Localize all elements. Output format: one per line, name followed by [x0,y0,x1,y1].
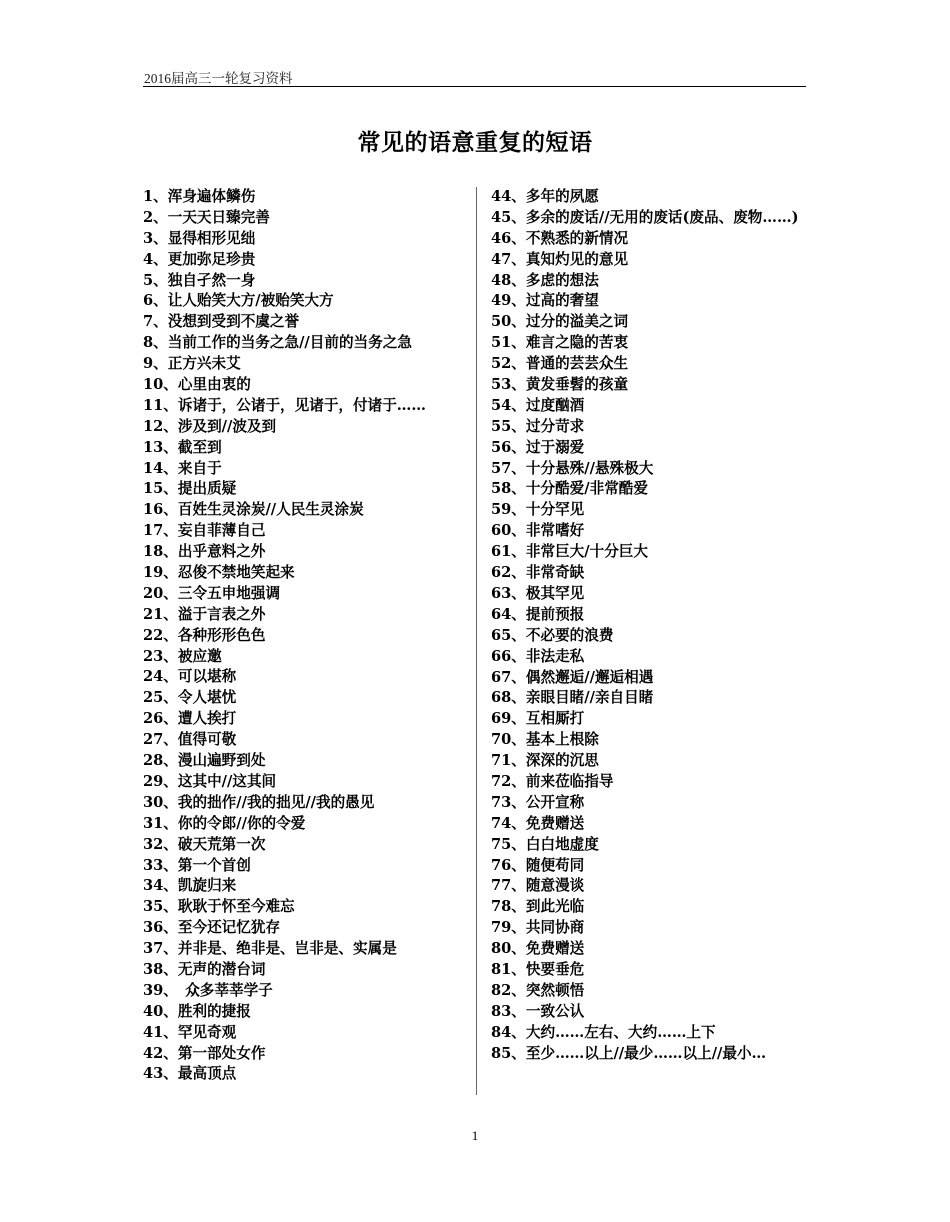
list-item: 48、多虑的想法 [491,271,599,289]
list-item: 79、共同协商 [491,919,585,937]
list-item: 54、过度酗酒 [491,396,585,414]
list-item: 47、真知灼见的意见 [491,250,629,268]
list-item: 24、可以堪称 [143,668,237,686]
list-item: 80、免费赠送 [491,940,585,958]
list-item: 85、至少……以上//最少……以上//最小… [491,1044,767,1062]
header-text: 2016届高三一轮复习资料 [144,71,293,86]
list-item: 69、互相厮打 [491,710,585,728]
list-item: 13、截至到 [143,438,222,456]
list-item: 34、凯旋归来 [143,877,237,895]
list-item: 3、显得相形见绌 [143,229,256,247]
list-item: 4、更加弥足珍贵 [143,250,256,268]
list-item: 23、被应邀 [143,647,222,665]
list-item: 73、公开宣称 [491,793,585,811]
list-item: 66、非法走私 [491,647,585,665]
list-item: 70、基本上根除 [491,731,599,749]
list-item: 84、大约……左右、大约……上下 [491,1023,716,1041]
list-item: 19、忍俊不禁地笑起来 [143,564,295,582]
list-item: 22、各种形形色色 [143,626,266,644]
list-item: 71、深深的沉思 [491,752,599,770]
list-item: 33、第一个首创 [143,856,251,874]
list-item: 25、令人堪忧 [143,689,237,707]
list-item: 10、心里由衷的 [143,376,251,394]
list-item: 26、遭人挨打 [143,710,237,728]
list-item: 8、当前工作的当务之急//目前的当务之急 [143,334,412,352]
list-item: 58、十分酷爱/非常酷爱 [491,480,648,498]
list-item: 83、一致公认 [491,1002,585,1020]
list-item: 5、独自孑然一身 [143,271,256,289]
list-item: 43、最高顶点 [143,1065,237,1083]
page-header [143,66,806,87]
list-item: 41、罕见奇观 [143,1023,237,1041]
list-item: 21、溢于言表之外 [143,605,266,623]
list-item: 31、你的令郎//你的令爱 [143,814,306,832]
list-item: 75、白白地虚度 [491,835,599,853]
list-item: 6、让人贻笑大方/被贻笑大方 [143,292,334,310]
list-item: 49、过高的奢望 [491,292,599,310]
list-item: 45、多余的废话//无用的废话(废品、废物……) [491,208,799,226]
list-item: 32、破天荒第一次 [143,835,266,853]
list-item: 52、普通的芸芸众生 [491,355,629,373]
list-item: 14、来自于 [143,459,222,477]
list-item: 42、第一部处女作 [143,1044,266,1062]
list-item: 62、非常奇缺 [491,564,585,582]
list-item: 9、正方兴未艾 [143,355,241,373]
list-item: 55、过分苛求 [491,417,585,435]
list-item: 67、偶然邂逅//邂逅相遇 [491,668,654,686]
list-item: 81、快要垂危 [491,960,585,978]
list-item: 68、亲眼目睹//亲自目睹 [491,689,654,707]
page-number: 1 [471,1128,479,1143]
list-item: 82、突然顿悟 [491,981,585,999]
list-item: 1、浑身遍体鳞伤 [143,188,256,205]
list-item: 57、十分悬殊//悬殊极大 [491,459,654,477]
list-item: 15、提出质疑 [143,480,237,498]
list-item: 51、难言之隐的苦衷 [491,334,629,352]
list-item: 40、胜利的捷报 [143,1002,251,1020]
list-item: 11、诉诸于，公诸于，见诸于，付诸于…… [143,396,426,414]
list-item: 28、漫山遍野到处 [143,752,266,770]
list-item: 76、随便苟同 [491,856,585,874]
list-item: 50、过分的溢美之词 [491,313,629,331]
list-item: 12、涉及到//波及到 [143,417,277,435]
list-item: 7、没想到受到不虞之誉 [143,313,300,331]
list-item: 29、这其中//这其间 [143,772,277,790]
list-item: 56、过于溺爱 [491,438,585,456]
list-item: 65、不必要的浪费 [491,626,614,644]
list-item: 39、 众多莘莘学子 [143,981,273,999]
list-item: 38、无声的潜台词 [143,960,266,978]
list-item: 44、多年的夙愿 [491,188,599,205]
list-item: 2、一天天日臻完善 [143,208,270,226]
list-item: 72、前来莅临指导 [491,772,614,790]
list-item: 74、免费赠送 [491,814,585,832]
column-divider [476,187,477,1095]
list-item: 17、妄自菲薄自己 [143,522,266,540]
list-item: 64、提前预报 [491,605,585,623]
left-column-list [143,187,471,1085]
list-item: 18、出乎意料之外 [143,543,266,561]
list-item: 60、非常嗜好 [491,522,585,540]
list-item: 35、耿耿于怀至今难忘 [143,898,295,916]
list-item: 77、随意漫谈 [491,877,585,895]
list-item: 63、极其罕见 [491,584,585,602]
list-item: 27、值得可敬 [143,731,237,749]
right-column-list [491,187,809,1064]
list-item: 46、不熟悉的新情况 [491,229,629,247]
list-item: 20、三令五申地强调 [143,584,281,602]
list-item: 59、十分罕见 [491,501,585,519]
list-item: 53、黄发垂髫的孩童 [491,376,629,394]
list-item: 37、并非是、绝非是、岂非是、实属是 [143,940,397,958]
list-item: 61、非常巨大/十分巨大 [491,543,648,561]
list-item: 36、至今还记忆犹存 [143,919,281,937]
document-title: 常见的语意重复的短语 [357,129,593,156]
list-item: 78、到此光临 [491,898,585,916]
list-item: 16、百姓生灵涂炭//人民生灵涂炭 [143,501,364,519]
list-item: 30、我的拙作//我的拙见//我的愚见 [143,793,375,811]
